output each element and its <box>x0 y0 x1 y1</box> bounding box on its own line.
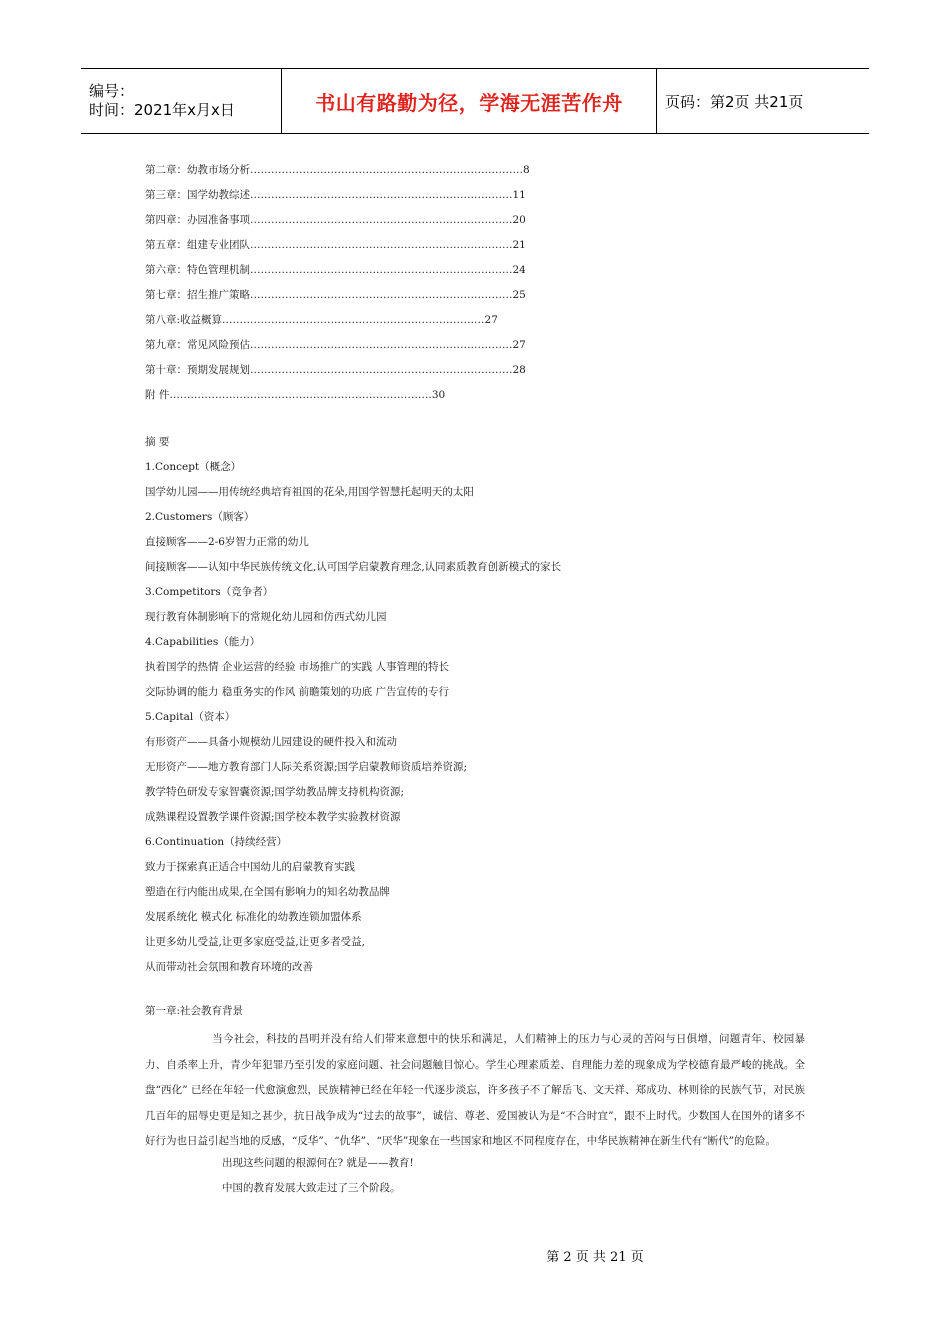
abstract-line: 6.Continuation（持续经营） <box>145 836 288 848</box>
header-motto: 书山有路勤为径，学海无涯苦作舟 <box>315 90 623 115</box>
abstract-line: 发展系统化 模式化 标准化的幼教连锁加盟体系 <box>145 911 362 923</box>
toc-item[interactable]: 第八章:收益概算…………………………………………………………………27 <box>145 314 498 326</box>
footer-page-number: 第 2 页 共 21 页 <box>546 1250 644 1265</box>
toc-item[interactable]: 第四章：办园准备事项…………………………………………………………………20 <box>145 214 526 226</box>
abstract-line: 无形资产——地方教育部门人际关系资源;国学启蒙教师资质培养资源; <box>145 761 468 773</box>
header-number-label: 编号： <box>89 82 135 100</box>
abstract-line: 教学特色研发专家智囊资源;国学幼教品牌支持机构资源; <box>145 786 405 798</box>
abstract-line: 3.Competitors（竞争者） <box>145 586 274 598</box>
header-page-cell <box>657 69 869 133</box>
abstract-line: 5.Capital（资本） <box>145 711 236 723</box>
page-header <box>81 68 869 134</box>
toc-item[interactable]: 第七章：招生推广策略…………………………………………………………………25 <box>145 289 526 301</box>
abstract-title: 摘 要 <box>145 436 170 448</box>
header-motto-cell <box>282 69 657 133</box>
abstract-line: 现行教育体制影响下的常规化幼儿园和仿西式幼儿园 <box>145 611 387 623</box>
toc-item[interactable]: 第三章：国学幼教综述…………………………………………………………………11 <box>145 189 526 201</box>
chapter-line: 中国的教育发展大致走过了三个阶段。 <box>222 1181 401 1194</box>
abstract-line: 1.Concept（概念） <box>145 461 242 473</box>
abstract-line: 让更多幼儿受益,让更多家庭受益,让更多者受益, <box>145 936 366 948</box>
abstract-line: 有形资产——具备小规模幼儿园建设的硬件投入和流动 <box>145 736 397 748</box>
abstract-section <box>145 434 805 984</box>
toc-item[interactable]: 第九章：常见风险预估…………………………………………………………………27 <box>145 339 526 351</box>
abstract-line: 执着国学的热情 企业运营的经验 市场推广的实践 人事管理的特长 <box>145 661 450 673</box>
abstract-line: 致力于探索真正适合中国幼儿的启蒙教育实践 <box>145 861 355 873</box>
header-time-label: 时间：2021年x月x日 <box>89 101 235 119</box>
toc-item[interactable]: 第五章：组建专业团队…………………………………………………………………21 <box>145 239 526 251</box>
abstract-line: 4.Capabilities（能力） <box>145 636 261 648</box>
header-meta <box>81 69 282 133</box>
table-of-contents <box>145 162 575 412</box>
page-footer <box>0 1246 950 1265</box>
abstract-line: 交际协调的能力 稳重务实的作风 前瞻策划的功底 广告宣传的专行 <box>145 686 450 698</box>
abstract-line: 直接顾客——2-6岁智力正常的幼儿 <box>145 536 309 548</box>
abstract-line: 国学幼儿园——用传统经典培育祖国的花朵,用国学智慧托起明天的太阳 <box>145 486 474 498</box>
abstract-line: 间接顾客——认知中华民族传统文化,认可国学启蒙教育理念,认同素质教育创新模式的家长 <box>145 561 562 573</box>
header-page-label: 页码：第2页 共21页 <box>665 92 804 111</box>
abstract-line: 成熟课程设置教学课件资源;国学校本教学实验教材资源 <box>145 811 401 823</box>
abstract-line: 2.Customers（顾客） <box>145 511 255 523</box>
toc-item[interactable]: 附 件…………………………………………………………………30 <box>145 389 446 401</box>
chapter-title: 第一章:社会教育背景 <box>145 1005 244 1017</box>
toc-item[interactable]: 第十章：预期发展规划…………………………………………………………………28 <box>145 364 526 376</box>
chapter-line: 出现这些问题的根源何在? 就是——教育! <box>222 1156 414 1169</box>
abstract-line: 塑造在行内能出成果,在全国有影响力的知名幼教品牌 <box>145 886 390 898</box>
chapter-paragraph: 当今社会，科技的昌明并没有给人们带来意想中的快乐和满足，人们精神上的压力与心灵的苦闷与日俱增，问题青年、校园暴力、自杀率上升，青少年犯罪乃至引发的家庭问题、社会问题触目惊心。学生心理素质差、自理能力差的现象成为学校德育最严峻的挑战。全盘“西化” 已经在年轻一代愈演愈烈，民族精神已经在年轻一代逐步淡忘，许多孩子不了解岳飞、文天祥、郑成功、林则徐的民族气节，对民族几百年的屈辱史更是知之甚少，抗日战争成为“过去的故事”，诚信、尊老、爱国被认为是“不合时宜”，跟不上时代。少数国人在国外的诸多不好行为也日益引起当地的反感，“反华”、“仇华”、“厌华”现象在一些国家和地区不同程度存在，中华民族精神在新生代有“断代”的危险。 <box>145 1033 805 1147</box>
toc-item[interactable]: 第二章：幼教市场分析……………………………………………………………………8 <box>145 164 530 176</box>
abstract-line: 从而带动社会氛围和教育环境的改善 <box>145 961 313 973</box>
toc-item[interactable]: 第六章：特色管理机制…………………………………………………………………24 <box>145 264 526 276</box>
chapter-one-section <box>145 1003 805 1205</box>
